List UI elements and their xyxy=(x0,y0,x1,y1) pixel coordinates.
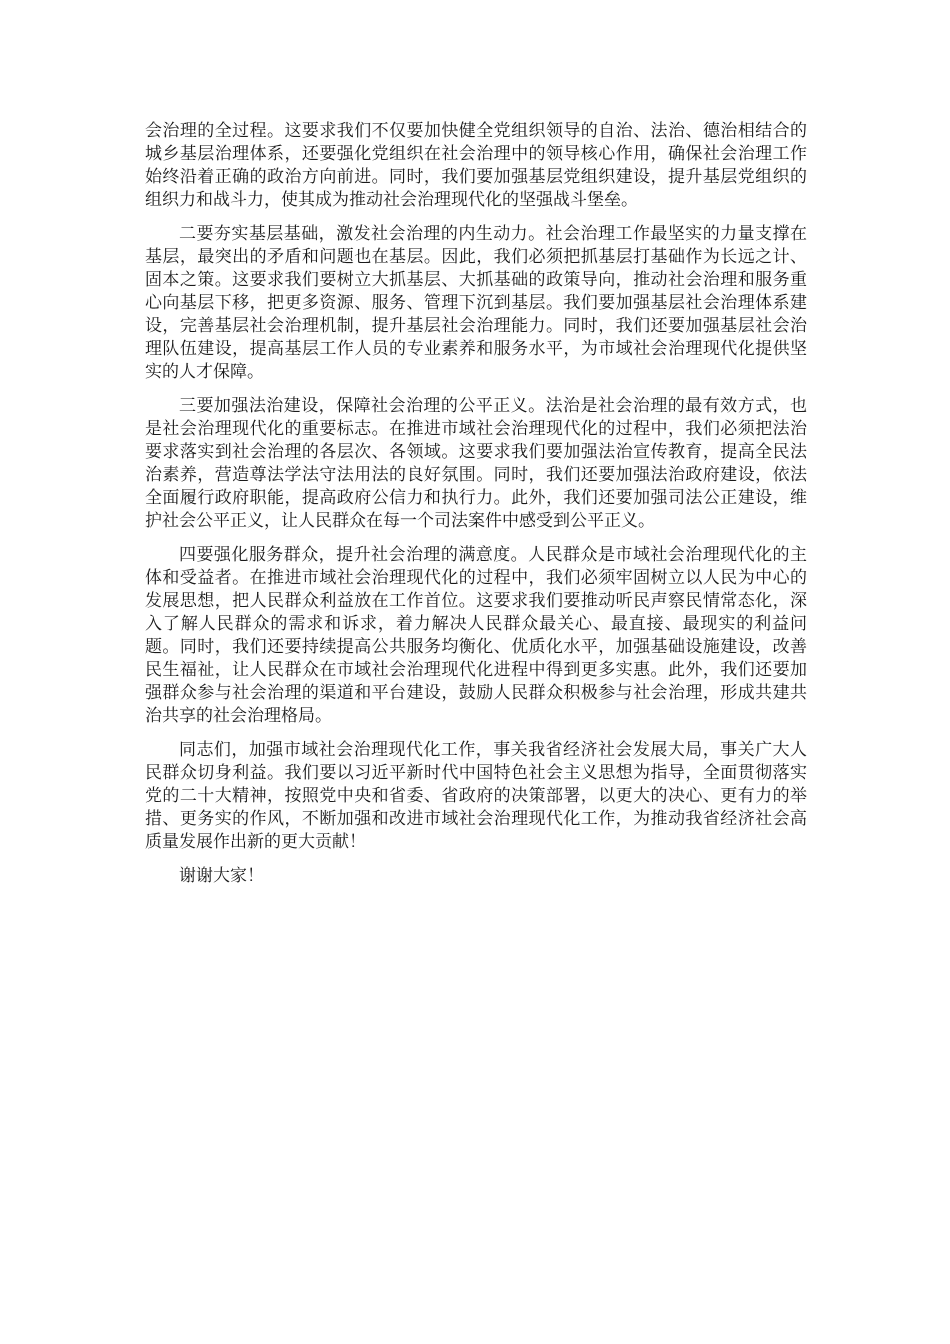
paragraph-5: 同志们，加强市域社会治理现代化工作，事关我省经济社会发展大局，事关广大人民群众切身利益。我们要以习近平新时代中国特色社会主义思想为指导，全面贯彻落实党的二十大精神，按照党中央和省委、省政府的决策部署，以更大的决心、更有力的举措、更务实的作风，不断加强和改进市域社会治理现代化工作，为推动我省经济社会高质量发展作出新的更大贡献！ xyxy=(145,740,807,852)
paragraph-3: 三要加强法治建设，保障社会治理的公平正义。法治是社会治理的最有效方式，也是社会治理现代化的重要标志。在推进市域社会治理现代化的过程中，我们必须把法治要求落实到社会治理的各层次、各领域。这要求我们要加强法治宣传教育，提高全民法治素养，营造尊法学法守法用法的良好氛围。同时，我们还要加强法治政府建设，依法全面履行政府职能，提高政府公信力和执行力。此外，我们还要加强司法公正建设，维护社会公平正义，让人民群众在每一个司法案件中感受到公平正义。 xyxy=(145,396,807,531)
paragraph-4: 四要强化服务群众，提升社会治理的满意度。人民群众是市域社会治理现代化的主体和受益者。在推进市域社会治理现代化的过程中，我们必须牢固树立以人民为中心的发展思想，把人民群众利益放在工作首位。这要求我们要推动听民声察民情常态化，深入了解人民群众的需求和诉求，着力解决人民群众最关心、最直接、最现实的利益问题。同时，我们还要持续提高公共服务均衡化、优质化水平，加强基础设施建设，改善民生福祉，让人民群众在市域社会治理现代化进程中得到更多实惠。此外，我们还要加强群众参与社会治理的渠道和平台建设，鼓励人民群众积极参与社会治理，形成共建共治共享的社会治理格局。 xyxy=(145,545,807,726)
paragraph-1: 会治理的全过程。这要求我们不仅要加快健全党组织领导的自治、法治、德治相结合的城乡基层治理体系，还要强化党组织在社会治理中的领导核心作用，确保社会治理工作始终沿着正确的政治方向前进。同时，我们要加强基层党组织建设，提升基层党组织的组织力和战斗力，使其成为推动社会治理现代化的坚强战斗堡垒。 xyxy=(145,121,807,210)
paragraph-closing: 谢谢大家！ xyxy=(179,866,264,886)
document-body xyxy=(145,120,807,899)
paragraph-2: 二要夯实基层基础，激发社会治理的内生动力。社会治理工作最坚实的力量支撑在基层，最突出的矛盾和问题也在基层。因此，我们必须把抓基层打基础作为长远之计、固本之策。这要求我们要树立大抓基层、大抓基础的政策导向，推动社会治理和服务重心向基层下移，把更多资源、服务、管理下沉到基层。我们要加强基层社会治理体系建设，完善基层社会治理机制，提升基层社会治理能力。同时，我们还要加强基层社会治理队伍建设，提高基层工作人员的专业素养和服务水平，为市域社会治理现代化提供坚实的人才保障。 xyxy=(145,224,807,382)
